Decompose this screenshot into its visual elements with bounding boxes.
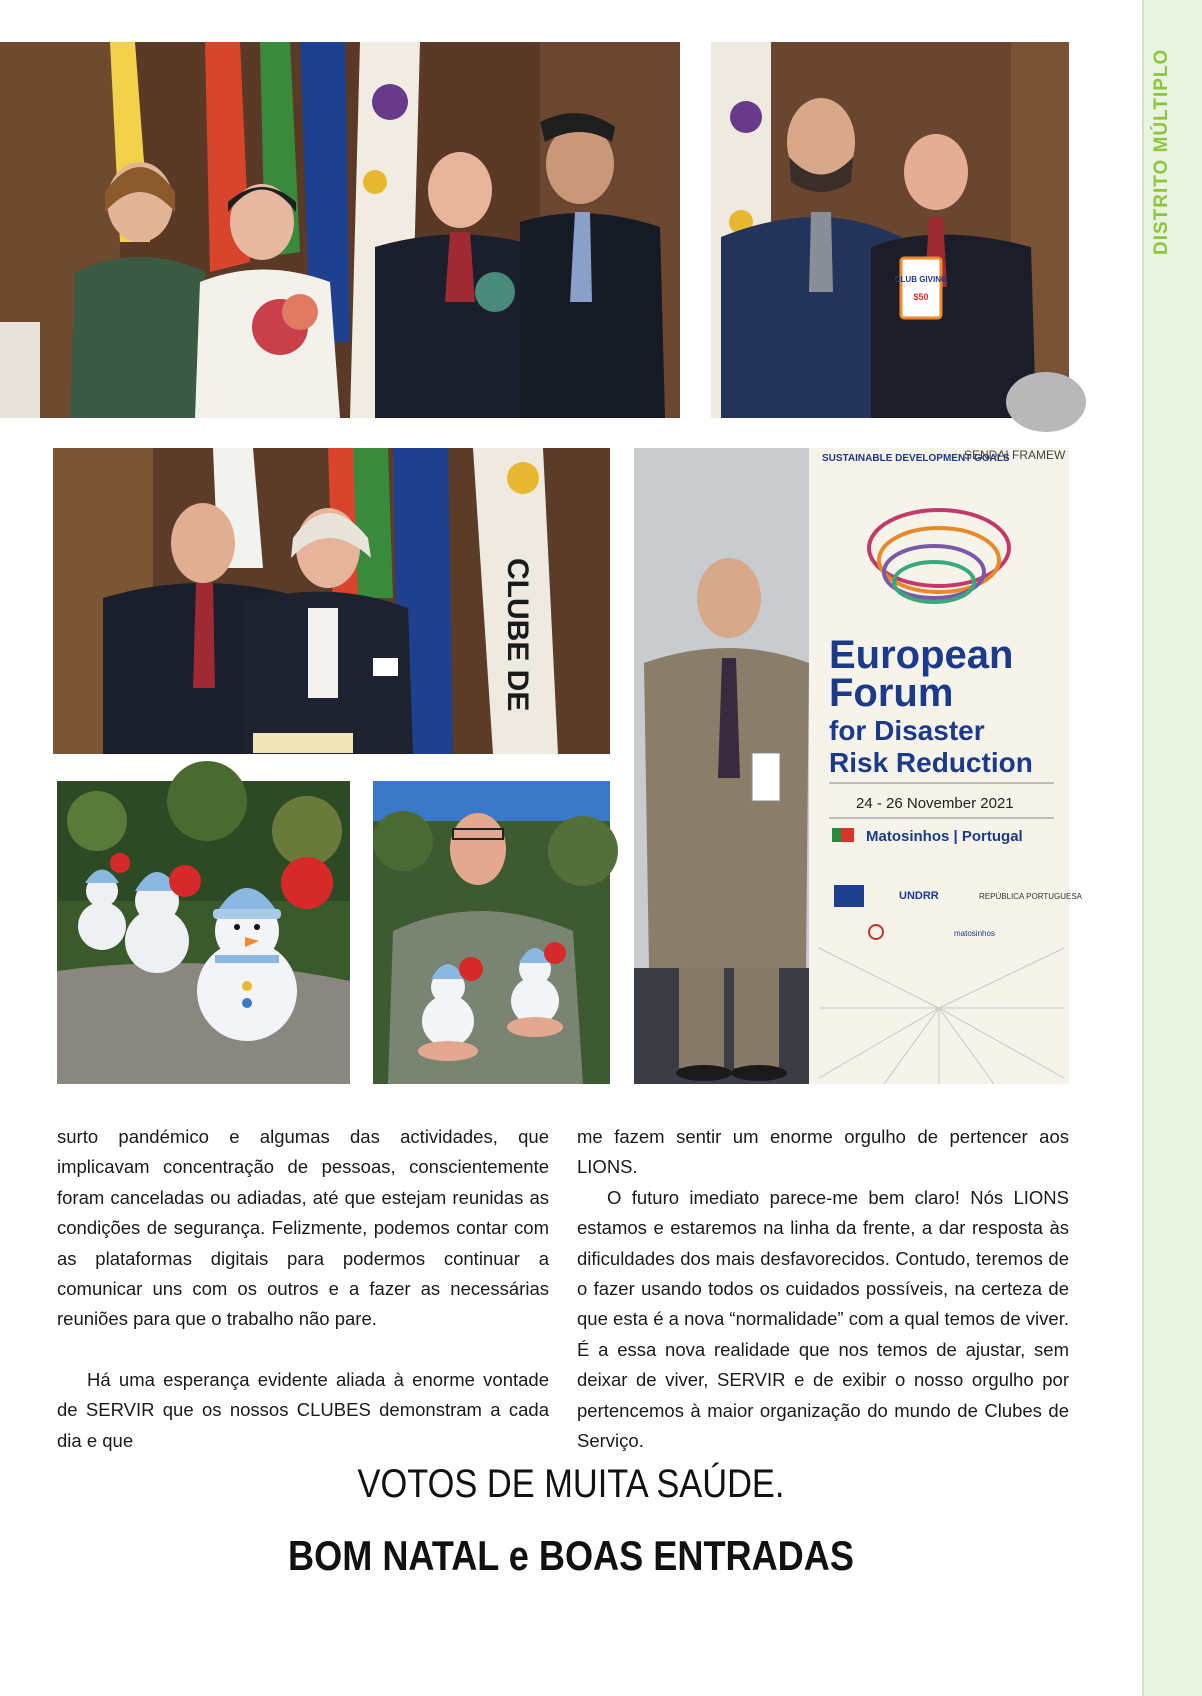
banner-sendai-text: SENDAI FRAMEW <box>964 448 1066 462</box>
banner-title-2: Forum <box>829 671 954 715</box>
banner-title-3: for Disaster <box>829 715 985 746</box>
banner-undrr: UNDRR <box>899 890 939 902</box>
photo-man-holding-snowmen <box>373 781 610 1084</box>
banner-sdg-text: SUSTAINABLE DEVELOPMENT GOALS <box>822 453 1010 464</box>
banner-location: Matosinhos | Portugal <box>866 828 1023 845</box>
article-paragraph: Há uma esperança evidente aliada à enorme vontade de SERVIR que os nossos CLUBES demonstram a cada dia e que <box>57 1368 549 1451</box>
article-column-left <box>57 1122 549 1456</box>
club-giving-card-text: CLUB GIVING <box>894 275 948 284</box>
banner-matosinhos: matosinhos <box>954 929 995 938</box>
banner-title-4: Risk Reduction <box>829 747 1033 778</box>
closing-greeting-christmas: BOM NATAL e BOAS ENTRADAS <box>288 1532 854 1579</box>
photo-european-forum-banner <box>634 448 1082 1084</box>
banner-dates: 24 - 26 November 2021 <box>856 795 1014 812</box>
photo-two-men-flags <box>53 448 610 754</box>
section-label: DISTRITO MÚLTIPLO <box>1151 48 1172 256</box>
flag-text: CLUBE DE <box>501 558 534 712</box>
article-paragraph: me fazem sentir um enorme orgulho de pertencer aos LIONS. <box>577 1126 1069 1178</box>
photo-snowman-toys <box>57 781 350 1084</box>
club-giving-card-amount: $50 <box>913 292 929 302</box>
photo-club-giving-card <box>711 42 1069 418</box>
banner-republica: REPÚBLICA PORTUGUESA <box>979 892 1082 901</box>
article-column-right <box>577 1122 1069 1456</box>
banner-title-1: European <box>829 633 1014 677</box>
photo-award-ceremony-group <box>0 42 680 418</box>
article-paragraph: O futuro imediato parece-me bem claro! Nós LIONS estamos e estaremos na linha da frente, a dar resposta às dificuldades dos mais desfavorecidos. Contudo, teremos de o fazer usando todos os cuidados possíveis, na certeza de que esta é a nova “normalidade” com a qual temos de viver. É a essa nova realidade que nos temos de ajustar, sem deixar de viver, SERVIR e de exibir o nosso orgulho por pertencemos à maior organização do mundo de Clubes de Serviço. <box>577 1186 1069 1452</box>
article-paragraph: surto pandémico e algumas das actividades, que implicavam concentração de pessoas, conscientemente foram canceladas ou adiadas, até que estejam reunidas as condições de segurança. Felizmente, podemos contar com as plataformas digitais para podermos continuar a comunicar uns com os outros e a fazer as necessárias reuniões para que o trabalho não pare. <box>57 1126 549 1330</box>
closing-greeting-health: VOTOS DE MUITA SAÚDE. <box>357 1462 785 1506</box>
